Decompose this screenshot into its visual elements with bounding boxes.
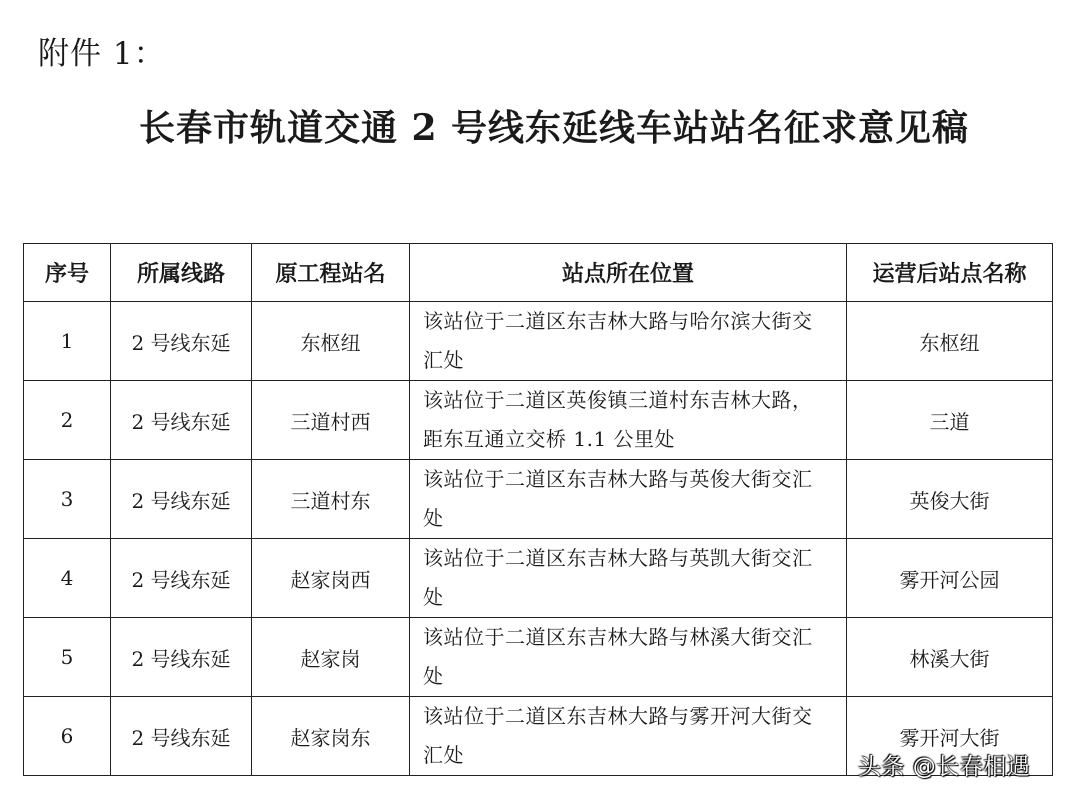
table-row	[24, 539, 1053, 618]
table-row	[24, 302, 1053, 381]
header-location: 站点所在位置	[410, 244, 847, 302]
cell-operating-name: 雾开河大街	[847, 697, 1053, 776]
cell-location: 该站位于二道区东吉林大路与英俊大街交汇处	[410, 460, 847, 539]
cell-original-name: 赵家岗	[252, 618, 410, 697]
table-header-row	[24, 244, 1053, 302]
cell-line: 2 号线东延	[111, 539, 252, 618]
table-row	[24, 618, 1053, 697]
cell-operating-name: 三道	[847, 381, 1053, 460]
cell-line: 2 号线东延	[111, 697, 252, 776]
cell-index: 1	[24, 302, 111, 381]
header-original-name: 原工程站名	[252, 244, 410, 302]
attachment-label: 附件 1：	[38, 36, 166, 72]
header-line: 所属线路	[111, 244, 252, 302]
cell-index: 2	[24, 381, 111, 460]
cell-original-name: 赵家岗东	[252, 697, 410, 776]
cell-operating-name: 英俊大街	[847, 460, 1053, 539]
cell-operating-name: 雾开河公园	[847, 539, 1053, 618]
cell-line: 2 号线东延	[111, 381, 252, 460]
cell-location: 该站位于二道区东吉林大路与林溪大街交汇处	[410, 618, 847, 697]
cell-line: 2 号线东延	[111, 302, 252, 381]
watermark: 头条 @长春相遇	[858, 754, 1031, 780]
cell-location: 该站位于二道区东吉林大路与英凯大街交汇处	[410, 539, 847, 618]
document-title: 长春市轨道交通 2 号线东延线车站站名征求意见稿	[138, 107, 970, 149]
station-name-table	[23, 243, 1053, 776]
cell-original-name: 三道村西	[252, 381, 410, 460]
table-row	[24, 381, 1053, 460]
cell-line: 2 号线东延	[111, 460, 252, 539]
cell-original-name: 三道村东	[252, 460, 410, 539]
cell-index: 4	[24, 539, 111, 618]
cell-original-name: 赵家岗西	[252, 539, 410, 618]
cell-operating-name: 东枢纽	[847, 302, 1053, 381]
cell-operating-name: 林溪大街	[847, 618, 1053, 697]
cell-index: 6	[24, 697, 111, 776]
cell-index: 3	[24, 460, 111, 539]
cell-original-name: 东枢纽	[252, 302, 410, 381]
cell-index: 5	[24, 618, 111, 697]
header-operating-name: 运营后站点名称	[847, 244, 1053, 302]
table-row	[24, 460, 1053, 539]
header-index: 序号	[24, 244, 111, 302]
cell-location: 该站位于二道区东吉林大路与雾开河大街交汇处	[410, 697, 847, 776]
cell-location: 该站位于二道区英俊镇三道村东吉林大路，距东互通立交桥 1.1 公里处	[410, 381, 847, 460]
cell-line: 2 号线东延	[111, 618, 252, 697]
cell-location: 该站位于二道区东吉林大路与哈尔滨大街交汇处	[410, 302, 847, 381]
